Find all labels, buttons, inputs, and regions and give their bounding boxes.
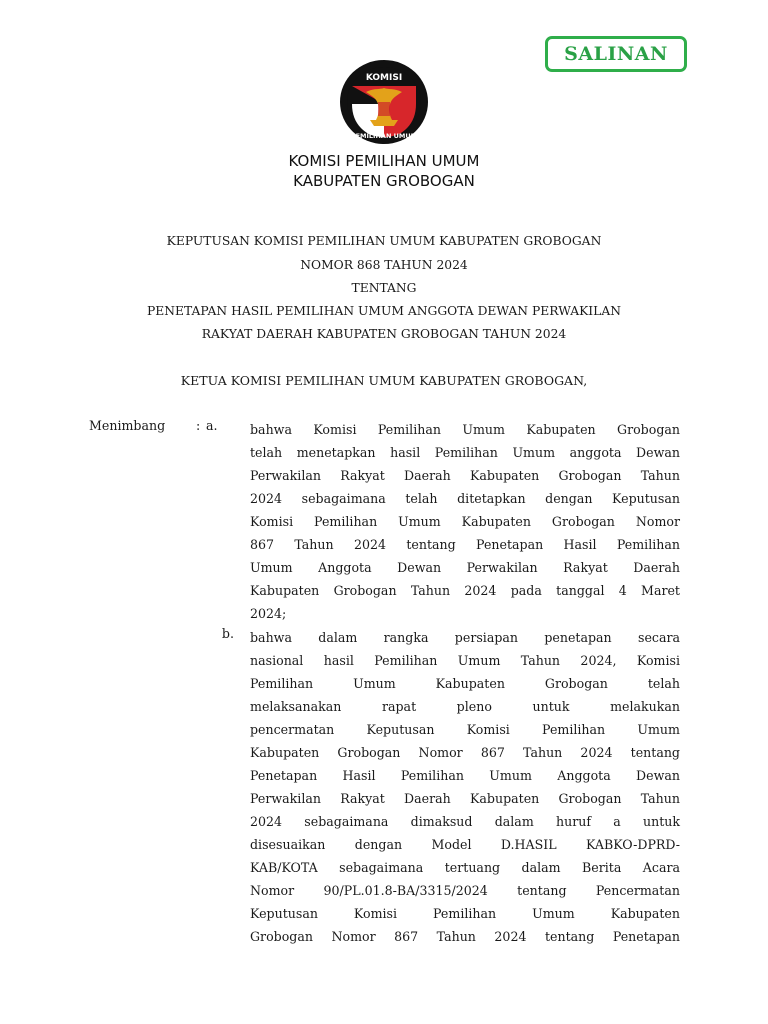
point-a-line: 867 Tahun 2024 tentang Penetapan Hasil Pemilihan [250, 537, 680, 552]
point-a-line: telah menetapkan hasil Pemilihan Umum anggota Dewan [250, 445, 680, 460]
point-a-line: Perwakilan Rakyat Daerah Kabupaten Grobogan Tahun [250, 468, 680, 483]
point-b-line: Kabupaten Grobogan Nomor 867 Tahun 2024 tentang [250, 745, 680, 760]
decree-number: NOMOR 868 TAHUN 2024 [300, 258, 468, 272]
point-a-line: 2024 sebagaimana telah ditetapkan dengan Keputusan [250, 491, 680, 506]
point-b-text [250, 626, 680, 948]
point-b-marker: b. [221, 626, 234, 641]
decree-about-label: TENTANG [351, 281, 417, 295]
decree-subject-line2: RAKYAT DAERAH KABUPATEN GROBOGAN TAHUN 2024 [201, 327, 567, 341]
decree-title-line1: KEPUTUSAN KOMISI PEMILIHAN UMUM KABUPATEN GROBOGAN [166, 234, 602, 248]
point-a-line: bahwa Komisi Pemilihan Umum Kabupaten Grobogan [250, 422, 680, 437]
salinan-stamp: SALINAN [545, 36, 687, 72]
decree-subject-line1: PENETAPAN HASIL PEMILIHAN UMUM ANGGOTA DEWAN PERWAKILAN [147, 304, 621, 318]
point-b-line: bahwa dalam rangka persiapan penetapan secara [250, 630, 680, 645]
point-a-text [250, 418, 680, 625]
logo-bottom-text: PEMILIHAN UMUM [350, 132, 418, 140]
point-b-line: KAB/KOTA sebagaimana tertuang dalam Berita Acara [250, 860, 680, 875]
kpu-logo [338, 58, 430, 146]
point-b-line: pencermatan Keputusan Komisi Pemilihan Umum [250, 722, 680, 737]
point-b-line: 2024 sebagaimana dimaksud dalam huruf a untuk [250, 814, 680, 829]
point-b-line: nasional hasil Pemilihan Umum Tahun 2024, Komisi [250, 653, 680, 668]
point-a-line: 2024; [250, 606, 287, 621]
chair-heading: KETUA KOMISI PEMILIHAN UMUM KABUPATEN GROBOGAN, [180, 373, 588, 388]
point-b-line: Pemilihan Umum Kabupaten Grobogan telah [250, 676, 680, 691]
point-a-line: Komisi Pemilihan Umum Kabupaten Grobogan Nomor [250, 514, 680, 529]
point-b-line: Grobogan Nomor 867 Tahun 2024 tentang Penetapan [250, 929, 680, 944]
point-a-line: Umum Anggota Dewan Perwakilan Rakyat Daerah [250, 560, 680, 575]
considering-label: Menimbang [89, 418, 166, 433]
point-a-line: Kabupaten Grobogan Tahun 2024 pada tanggal 4 Maret [250, 583, 680, 598]
point-a-marker: a. [206, 418, 218, 433]
point-b-line: Nomor 90/PL.01.8-BA/3315/2024 tentang Pencermatan [250, 883, 680, 898]
point-b-line: disesuaikan dengan Model D.HASIL KABKO-DPRD- [250, 837, 680, 852]
point-b-line: Perwakilan Rakyat Daerah Kabupaten Grobogan Tahun [250, 791, 680, 806]
logo-top-text: KOMISI [365, 73, 403, 83]
considering-colon: : [196, 418, 201, 433]
point-b-line: Penetapan Hasil Pemilihan Umum Anggota Dewan [250, 768, 680, 783]
org-name-line1: KOMISI PEMILIHAN UMUM [288, 152, 480, 170]
org-name-line2: KABUPATEN GROBOGAN [293, 172, 475, 190]
point-b-line: Keputusan Komisi Pemilihan Umum Kabupaten [250, 906, 680, 921]
point-b-line: melaksanakan rapat pleno untuk melakukan [250, 699, 680, 714]
